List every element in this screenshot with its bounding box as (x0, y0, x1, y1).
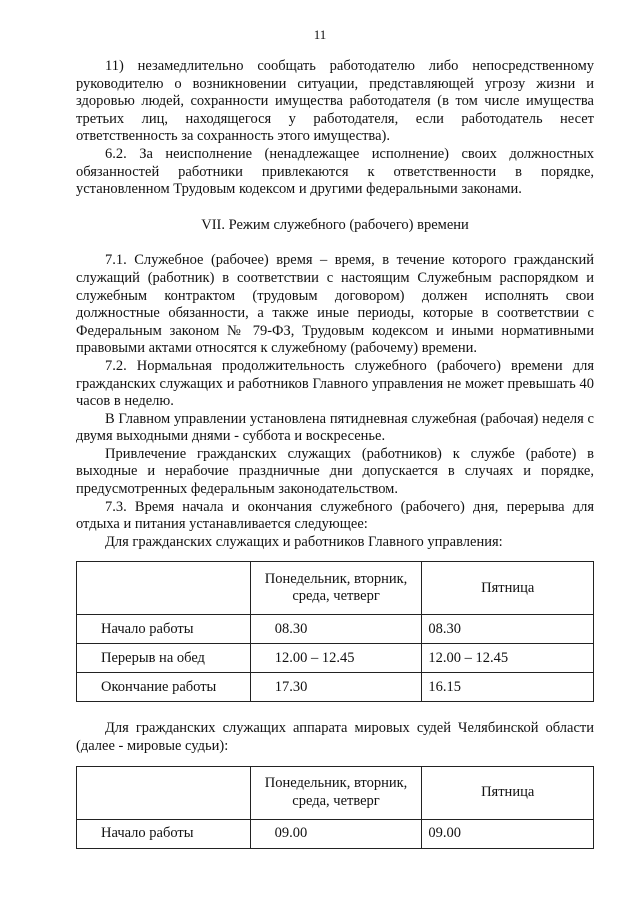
row-value-mon-thu: 09.00 (250, 819, 422, 848)
row-value-mon-thu: 08.30 (250, 615, 422, 644)
table-row (77, 819, 594, 848)
header-cell-mon-thu: Понедельник, вторник, среда, четверг (250, 562, 422, 615)
document-body (76, 58, 594, 849)
paragraph-7-1: 7.1. Служебное (рабочее) время – время, в течение которого гражданский служащий (работник) в соответствии с настоящим Служебным распорядком и служебным контрактом (трудовым договором) должен исполнять свои должностные обязанности, а также иные периоды, которые в соответствии с Федеральным законом № 79-ФЗ, Трудовым кодексом и иными нормативными правовыми актами относятся к служебному (рабочему) времени. (76, 252, 594, 357)
section-title: VII. Режим служебного (рабочего) времени (201, 216, 469, 233)
table-header-row (77, 562, 594, 615)
header-cell-fri: Пятница (422, 562, 594, 615)
header-cell-fri: Пятница (422, 766, 594, 819)
paragraph-7-2: 7.2. Нормальная продолжительность служебного (рабочего) времени для гражданских служащих и работников Главного управления не может превышать 40 часов в неделю. (76, 357, 594, 410)
paragraph-workweek: В Главном управлении установлена пятидневная служебная (рабочая) неделя с двумя выходными днями - суббота и воскресенье. (76, 410, 594, 445)
page-number: 11 (313, 27, 327, 42)
row-label: Перерыв на обед (77, 644, 251, 673)
table-row (77, 673, 594, 702)
row-label: Начало работы (77, 819, 251, 848)
header-cell-mon-thu: Понедельник, вторник, среда, четверг (250, 766, 422, 819)
table-row (77, 615, 594, 644)
paragraph-weekend-work: Привлечение гражданских служащих (работников) к службе (работе) в выходные и нерабочие праздничные дни допускается в случаях и порядке, предусмотренных федеральным законодательством. (76, 445, 594, 498)
row-label: Окончание работы (77, 673, 251, 702)
schedule-table-judges (76, 766, 594, 849)
paragraph-item-11: 11) незамедлительно сообщать работодателю либо непосредственному руководителю о возникновении ситуации, представляющей угрозу жизни и здоровью людей, сохранности имущества работодателя (в том числе имущества третьих лиц, находящегося у работодателя, если работодатель несет ответственность за сохранность этого имущества). (76, 58, 594, 145)
schedule-table-main (76, 561, 594, 702)
row-value-fri: 08.30 (422, 615, 594, 644)
row-value-fri: 09.00 (422, 819, 594, 848)
table-row (77, 644, 594, 673)
row-label: Начало работы (77, 615, 251, 644)
row-value-mon-thu: 12.00 – 12.45 (250, 644, 422, 673)
table-header-row (77, 766, 594, 819)
header-cell-empty (77, 766, 251, 819)
paragraph-7-3: 7.3. Время начала и окончания служебного (рабочего) дня, перерыва для отдыха и питания устанавливается следующее: (76, 498, 594, 533)
table2-caption: Для гражданских служащих аппарата мировых судей Челябинской области (далее - мировые судьи): (76, 720, 594, 755)
row-value-fri: 16.15 (422, 673, 594, 702)
row-value-mon-thu: 17.30 (250, 673, 422, 702)
paragraph-6-2: 6.2. За неисполнение (ненадлежащее исполнение) своих должностных обязанностей работники привлекаются к ответственности в порядке, установленном Трудовым кодексом и другими федеральными законами. (76, 145, 594, 198)
row-value-fri: 12.00 – 12.45 (422, 644, 594, 673)
table1-caption: Для гражданских служащих и работников Главного управления: (105, 533, 503, 550)
header-cell-empty (77, 562, 251, 615)
